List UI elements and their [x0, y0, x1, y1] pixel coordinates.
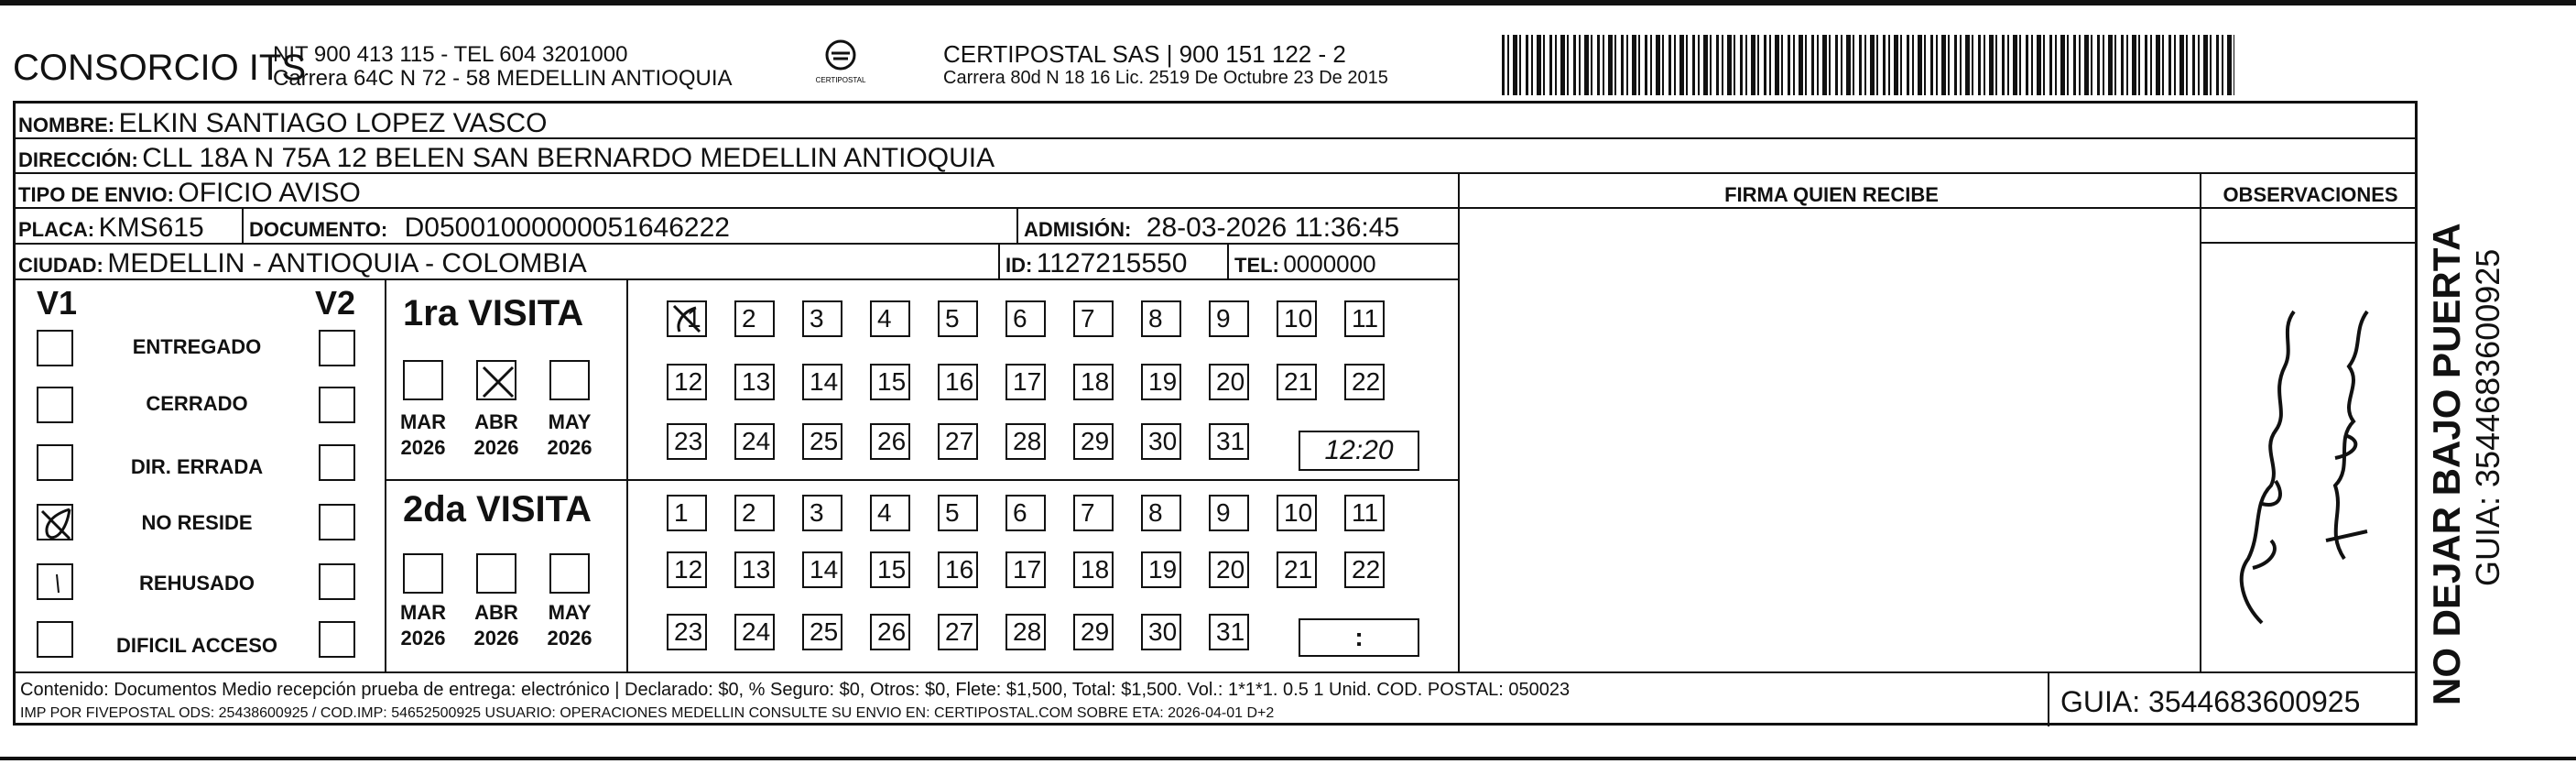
- visit2-day-10[interactable]: 10: [1277, 495, 1317, 531]
- company-line1: NIT 900 413 115 - TEL 604 3201000: [273, 42, 628, 67]
- visit2-day-17[interactable]: 17: [1005, 551, 1046, 588]
- carrier-line1: CERTIPOSTAL SAS | 900 151 122 - 2: [943, 40, 1346, 68]
- visit2-year-may: 2026: [547, 627, 592, 649]
- ciudad-label: CIUDAD:: [18, 254, 103, 277]
- visit1-day-3[interactable]: 3: [802, 300, 842, 337]
- visit2-day-19[interactable]: 19: [1141, 551, 1181, 588]
- documento-value: D05001000000051646222: [404, 213, 730, 243]
- id-row: [1005, 248, 1187, 279]
- visit2-day-27[interactable]: 27: [938, 614, 978, 650]
- visit1-time[interactable]: 12:20: [1299, 431, 1419, 471]
- v2-checkbox-cerrado[interactable]: [319, 387, 355, 423]
- id-label: ID:: [1005, 254, 1033, 277]
- visit1-day-4[interactable]: 4: [870, 300, 910, 337]
- footer-guia: GUIA: 3544683600925: [2060, 685, 2361, 718]
- visit2-month-label-abr: ABR: [474, 601, 518, 624]
- status-entregado: ENTREGADO: [132, 335, 262, 358]
- carrier-line2: Carrera 80d N 18 16 Lic. 2519 De Octubre 23 De 2015: [943, 68, 1388, 88]
- direccion-value: CLL 18A N 75A 12 BELEN SAN BERNARDO MEDELLIN ANTIOQUIA: [142, 143, 995, 173]
- certipostal-logo: [813, 38, 868, 93]
- visit2-day-31[interactable]: 31: [1209, 614, 1249, 650]
- v2-checkbox-dificil-acceso[interactable]: [319, 621, 355, 658]
- rule: [13, 671, 2418, 673]
- v2-checkbox-rehusado[interactable]: [319, 563, 355, 600]
- visit2-day-13[interactable]: 13: [734, 551, 775, 588]
- id-value: 1127215550: [1036, 248, 1188, 278]
- company-line2: Carrera 64C N 72 - 58 MEDELLIN ANTIOQUIA: [273, 66, 733, 91]
- rule: [2048, 671, 2049, 726]
- visit1-day-6[interactable]: 6: [1005, 300, 1046, 337]
- visit2-day-26[interactable]: 26: [870, 614, 910, 650]
- placa-row: [18, 213, 204, 244]
- logo-text: CERTIPOSTAL: [815, 76, 866, 84]
- rule: [626, 278, 628, 671]
- pen-mark-icon: [38, 565, 75, 602]
- rule: [1227, 243, 1229, 279]
- visit2-day-25[interactable]: 25: [802, 614, 842, 650]
- visit2-month-label-may: MAY: [548, 601, 592, 624]
- visit1-day-23[interactable]: 23: [667, 423, 707, 460]
- check-mark-icon: [668, 302, 705, 335]
- placa-label: PLACA:: [18, 218, 95, 241]
- visit1-day-31[interactable]: 31: [1209, 423, 1249, 460]
- footer-line1: Contenido: Documentos Medio recepción prueba de entrega: electrónico | Declarado: $0, % Seguro: $0, Otros: $0, Flete: $1,500, Total: $1,500. Vol.: 1*1*1. 0.5 1 Unid. COD. POSTAL: 050023: [20, 680, 1571, 700]
- visit2-day-1[interactable]: 1: [667, 495, 707, 531]
- observaciones-header: OBSERVACIONES: [2223, 183, 2398, 206]
- visit2-year-mar: 2026: [400, 627, 446, 649]
- visit1-day-25[interactable]: 25: [802, 423, 842, 460]
- visit1-day-28[interactable]: 28: [1005, 423, 1046, 460]
- status-rehusado: REHUSADO: [139, 572, 255, 595]
- rule: [2201, 242, 2418, 244]
- direccion-row: [18, 143, 995, 174]
- visit1-month-label-may: MAY: [548, 410, 592, 433]
- visit2-day-28[interactable]: 28: [1005, 614, 1046, 650]
- visit2-day-7[interactable]: 7: [1073, 495, 1114, 531]
- ciudad-row: [18, 248, 587, 279]
- visit2-day-15[interactable]: 15: [870, 551, 910, 588]
- ciudad-value: MEDELLIN - ANTIOQUIA - COLOMBIA: [107, 248, 587, 278]
- tel-label: TEL:: [1234, 254, 1279, 277]
- tel-row: [1234, 250, 1376, 278]
- visit1-day-21[interactable]: 21: [1277, 364, 1317, 400]
- firma-header: FIRMA QUIEN RECIBE: [1724, 183, 1939, 206]
- visit1-day-12[interactable]: 12: [667, 364, 707, 400]
- admision-label: ADMISIÓN:: [1024, 218, 1132, 241]
- visit1-title: 1ra VISITA: [403, 293, 584, 333]
- visit1-day-13[interactable]: 13: [734, 364, 775, 400]
- signature-area[interactable]: [1465, 211, 2193, 669]
- visit1-month-label-mar: MAR: [399, 410, 447, 433]
- status-no-reside: NO RESIDE: [141, 511, 253, 534]
- visit1-month-label-abr: ABR: [474, 410, 518, 433]
- visit1-month-mar[interactable]: [403, 360, 443, 400]
- checkmark-icon: [38, 506, 75, 542]
- visit1-day-29[interactable]: 29: [1073, 423, 1114, 460]
- visit2-month-may[interactable]: [549, 553, 590, 594]
- visit1-day-14[interactable]: 14: [802, 364, 842, 400]
- visit1-day-24[interactable]: 24: [734, 423, 775, 460]
- side-guia: GUIA: 3544683600925: [2469, 248, 2506, 586]
- tipo-label: TIPO DE ENVIO:: [18, 183, 174, 206]
- visit2-day-8[interactable]: 8: [1141, 495, 1181, 531]
- visit1-day-18[interactable]: 18: [1073, 364, 1114, 400]
- v1-checkbox-dir-errada[interactable]: [37, 444, 73, 481]
- rule: [1016, 207, 1018, 244]
- nombre-row: [18, 108, 547, 139]
- visit1-day-5[interactable]: 5: [938, 300, 978, 337]
- visit2-month-label-mar: MAR: [399, 601, 447, 624]
- visit1-day-22[interactable]: 22: [1344, 364, 1385, 400]
- visit2-day-3[interactable]: 3: [802, 495, 842, 531]
- visit2-time[interactable]: :: [1299, 618, 1419, 657]
- rule: [2200, 172, 2201, 671]
- rule: [13, 207, 2418, 209]
- visit1-day-16[interactable]: 16: [938, 364, 978, 400]
- nombre-value: ELKIN SANTIAGO LOPEZ VASCO: [118, 108, 548, 138]
- v1-header: V1: [37, 284, 78, 322]
- visit2-day-22[interactable]: 22: [1344, 551, 1385, 588]
- visit1-day-15[interactable]: 15: [870, 364, 910, 400]
- v2-checkbox-entregado[interactable]: [319, 330, 355, 366]
- visit1-day-8[interactable]: 8: [1141, 300, 1181, 337]
- visit2-day-5[interactable]: 5: [938, 495, 978, 531]
- visit2-year-abr: 2026: [473, 627, 519, 649]
- visit1-year-may: 2026: [547, 436, 592, 459]
- visit1-day-30[interactable]: 30: [1141, 423, 1181, 460]
- x-mark-icon: [478, 362, 518, 402]
- visit2-title: 2da VISITA: [403, 489, 592, 529]
- admision-value: 28-03-2026 11:36:45: [1146, 213, 1400, 243]
- visit2-day-9[interactable]: 9: [1209, 495, 1249, 531]
- barcode: [1502, 35, 2234, 95]
- tipo-row: [18, 178, 361, 209]
- visit2-day-23[interactable]: 23: [667, 614, 707, 650]
- v1-checkbox-entregado[interactable]: [37, 330, 73, 366]
- status-cerrado: CERRADO: [146, 392, 248, 415]
- footer-line2: IMP POR FIVEPOSTAL ODS: 25438600925 / COD.IMP: 54652500925 USUARIO: OPERACIONES MEDELLIN CONSULTE SU ENVIO EN: CERTIPOSTAL.COM SOBRE ETA: 2026-04-01 D+2: [20, 705, 1275, 721]
- visit2-day-11[interactable]: 11: [1344, 495, 1385, 531]
- visit1-day-7[interactable]: 7: [1073, 300, 1114, 337]
- visit1-day-10[interactable]: 10: [1277, 300, 1317, 337]
- side-warning: NO DEJAR BAJO PUERTA: [2425, 223, 2468, 705]
- visit2-day-14[interactable]: 14: [802, 551, 842, 588]
- day-text: 1: [687, 304, 701, 333]
- visit1-day-20[interactable]: 20: [1209, 364, 1249, 400]
- visit1-day-27[interactable]: 27: [938, 423, 978, 460]
- visit2-day-20[interactable]: 20: [1209, 551, 1249, 588]
- visit1-day-1[interactable]: [667, 300, 707, 337]
- visit1-month-may[interactable]: [549, 360, 590, 400]
- documento-label: DOCUMENTO:: [249, 218, 388, 241]
- rule: [385, 479, 1458, 481]
- bottom-rule: [0, 757, 2576, 760]
- status-dificil-acceso: DIFICIL ACCESO: [115, 634, 277, 657]
- top-rule: [0, 0, 2576, 5]
- visit1-day-9[interactable]: 9: [1209, 300, 1249, 337]
- visit2-month-mar[interactable]: [403, 553, 443, 594]
- visit2-day-29[interactable]: 29: [1073, 614, 1114, 650]
- visit2-day-6[interactable]: 6: [1005, 495, 1046, 531]
- v1-checkbox-rehusado[interactable]: [37, 563, 73, 600]
- visit1-month-abr[interactable]: [476, 360, 516, 400]
- v2-checkbox-no-reside[interactable]: [319, 504, 355, 540]
- visit1-day-26[interactable]: 26: [870, 423, 910, 460]
- direccion-label: DIRECCIÓN:: [18, 148, 138, 171]
- visit2-day-2[interactable]: 2: [734, 495, 775, 531]
- v2-header: V2: [315, 284, 356, 322]
- rule: [385, 278, 386, 671]
- admision-row: [1024, 213, 1399, 244]
- v2-checkbox-dir-errada[interactable]: [319, 444, 355, 481]
- visit1-year-mar: 2026: [400, 436, 446, 459]
- visit1-day-2[interactable]: 2: [734, 300, 775, 337]
- placa-value: KMS615: [98, 213, 204, 243]
- visit2-day-21[interactable]: 21: [1277, 551, 1317, 588]
- rule: [242, 207, 244, 244]
- visit2-day-16[interactable]: 16: [938, 551, 978, 588]
- company-name: CONSORCIO ITS: [13, 48, 307, 88]
- nombre-label: NOMBRE:: [18, 114, 115, 136]
- v1-checkbox-no-reside[interactable]: [37, 504, 73, 540]
- documento-row: [249, 213, 730, 244]
- visit2-day-24[interactable]: 24: [734, 614, 775, 650]
- visit1-year-abr: 2026: [473, 436, 519, 459]
- tipo-value: OFICIO AVISO: [178, 178, 361, 208]
- visit2-day-18[interactable]: 18: [1073, 551, 1114, 588]
- visit2-day-4[interactable]: 4: [870, 495, 910, 531]
- visit1-day-17[interactable]: 17: [1005, 364, 1046, 400]
- visit1-day-11[interactable]: 11: [1344, 300, 1385, 337]
- status-dir-errada: DIR. ERRADA: [130, 455, 264, 478]
- visit2-day-30[interactable]: 30: [1141, 614, 1181, 650]
- visit1-day-19[interactable]: 19: [1141, 364, 1181, 400]
- visit2-day-12[interactable]: 12: [667, 551, 707, 588]
- rule: [998, 243, 1000, 279]
- rule: [1458, 172, 1460, 671]
- v1-checkbox-dificil-acceso[interactable]: [37, 621, 73, 658]
- observations-handwriting: [2207, 256, 2414, 660]
- visit2-month-abr[interactable]: [476, 553, 516, 594]
- tel-value: 0000000: [1283, 250, 1376, 278]
- v1-checkbox-cerrado[interactable]: [37, 387, 73, 423]
